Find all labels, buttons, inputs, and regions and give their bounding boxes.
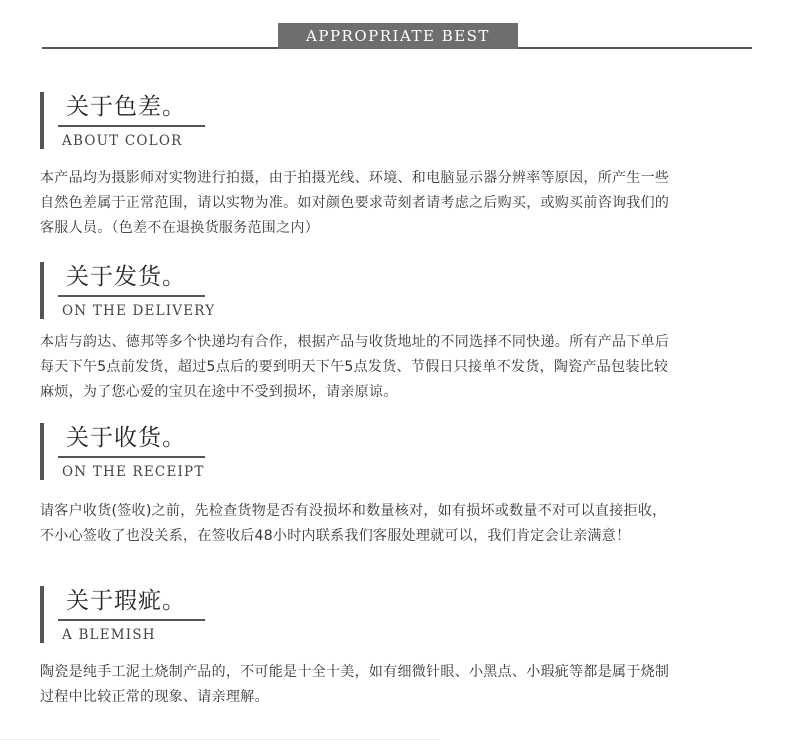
- body-line: 陶瓷是纯手工泥土烧制产品的，不可能是十全十美，如有细微针眼、小黑点、小瑕疵等都是属于烧制: [40, 664, 670, 680]
- body-line: 本产品均为摄影师对实物进行拍摄，由于拍摄光线、环境、和电脑显示器分辨率等原因，所产生一些: [40, 170, 670, 186]
- body-line: 自然色差属于正常范围，请以实物为准。如对颜色要求苛刻者请考虑之后购买，或购买前咨询我们的: [40, 195, 670, 211]
- banner-label: APPROPRIATE BEST: [278, 23, 518, 49]
- section-accent-bar: [40, 92, 44, 149]
- section-body: [40, 499, 754, 549]
- section-title-underline: [58, 456, 205, 458]
- section-title: 关于收货。: [66, 425, 186, 451]
- section-accent-bar: [40, 586, 44, 643]
- section-body: [40, 330, 754, 405]
- section-accent-bar: [40, 423, 44, 480]
- body-line: 不小心签收了也没关系，在签收后48小时内联系我们客服处理就可以，我们肯定会让亲满意！: [40, 528, 631, 544]
- section-subtitle: A BLEMISH: [62, 627, 156, 643]
- body-line: 麻烦，为了您心爱的宝贝在途中不受到损坏，请亲原谅。: [40, 384, 398, 400]
- section-title-underline: [58, 125, 205, 127]
- body-line: 请客户收货(签收)之前，先检查货物是否有没损坏和数量核对，如有损坏或数量不对可以直接拒收，: [40, 503, 667, 519]
- section-body: [40, 166, 754, 241]
- section-accent-bar: [40, 262, 44, 319]
- body-line: 过程中比较正常的现象、请亲理解。: [40, 689, 269, 705]
- section-title: 关于发货。: [66, 264, 186, 290]
- section-subtitle: ON THE RECEIPT: [62, 464, 205, 480]
- section-title-underline: [58, 619, 205, 621]
- section-subtitle: ON THE DELIVERY: [62, 303, 216, 319]
- body-line: 每天下午5点前发货，超过5点后的要到明天下午5点发货、节假日只接单不发货，陶瓷产品包装比较: [40, 359, 669, 375]
- section-title-underline: [58, 295, 205, 297]
- section-body: [40, 660, 754, 710]
- section-subtitle: ABOUT COLOR: [62, 133, 183, 149]
- body-line: 本店与韵达、德邦等多个快递均有合作，根据产品与收货地址的不同选择不同快递。所有产品下单后: [40, 334, 670, 350]
- section-title: 关于色差。: [66, 94, 186, 120]
- body-line: 客服人员。（色差不在退换货服务范围之内）: [40, 220, 319, 236]
- section-title: 关于瑕疵。: [66, 588, 186, 614]
